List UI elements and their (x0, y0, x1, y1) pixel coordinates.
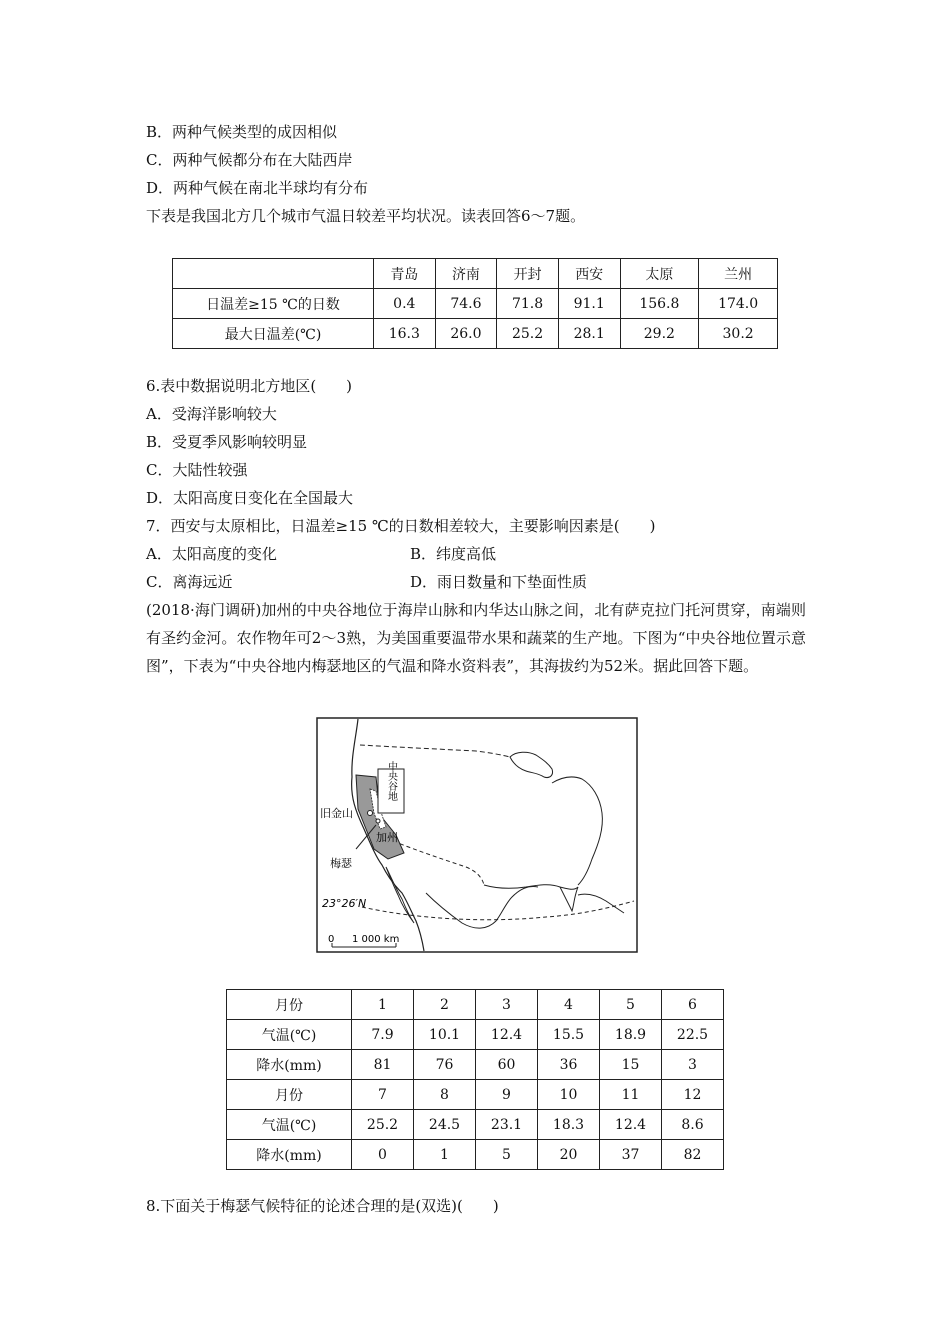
table-cell: 16.3 (374, 319, 436, 349)
table-cell: 气温(℃) (227, 1020, 352, 1050)
q7-option-b: B．纬度高低 (410, 545, 497, 563)
table-cell: 174.0 (699, 289, 778, 319)
table-cell: 3 (476, 990, 538, 1020)
tropic-label: 23°26′N (322, 897, 367, 910)
table-cell: 12 (662, 1080, 724, 1110)
table1-intro: 下表是我国北方几个城市气温日较差平均状况。读表回答6～7题。 (146, 207, 586, 225)
table-cell: 日温差≥15 ℃的日数 (173, 289, 374, 319)
san-francisco-label: 旧金山 (320, 807, 353, 820)
table-row (227, 990, 724, 1020)
central-valley-map (316, 717, 638, 953)
table-cell: 3 (662, 1050, 724, 1080)
table-cell: 0.4 (374, 289, 436, 319)
table-cell: 30.2 (699, 319, 778, 349)
table-cell: 18.9 (600, 1020, 662, 1050)
table-cell: 74.6 (435, 289, 497, 319)
table-row (227, 1080, 724, 1110)
table-cell: 29.2 (620, 319, 699, 349)
table-cell: 2 (414, 990, 476, 1020)
san-francisco-marker (368, 811, 373, 816)
table-cell (173, 259, 374, 289)
table-cell: 76 (414, 1050, 476, 1080)
table-cell: 7 (352, 1080, 414, 1110)
table-cell: 9 (476, 1080, 538, 1110)
q7-option-c: C．离海远近 (146, 573, 233, 591)
table-cell: 12.4 (600, 1110, 662, 1140)
valley-label: 中央谷地 (385, 761, 397, 801)
table-cell: 156.8 (620, 289, 699, 319)
table-cell: 降水(mm) (227, 1050, 352, 1080)
q6-option-b: B．受夏季风影响较明显 (146, 433, 308, 451)
option-c: C．两种气候都分布在大陆西岸 (146, 151, 353, 169)
table-cell: 60 (476, 1050, 538, 1080)
q7-option-d: D．雨日数量和下垫面性质 (410, 573, 588, 591)
table-cell: 降水(mm) (227, 1140, 352, 1170)
q6-option-c: C．大陆性较强 (146, 461, 248, 479)
california-label: 加州 (376, 831, 398, 844)
scale-label: 1 000 km (352, 934, 400, 945)
table-cell: 81 (352, 1050, 414, 1080)
table-row (227, 1020, 724, 1050)
table-cell: 18.3 (538, 1110, 600, 1140)
table-cell: 22.5 (662, 1020, 724, 1050)
q7-option-a: A．太阳高度的变化 (146, 545, 277, 563)
table-cell: 15.5 (538, 1020, 600, 1050)
table-cell: 兰州 (699, 259, 778, 289)
table-row (227, 1110, 724, 1140)
table-row (227, 1050, 724, 1080)
table-cell: 7.9 (352, 1020, 414, 1050)
table-cell: 10 (538, 1080, 600, 1110)
q8-stem: 8.下面关于梅瑟气候特征的论述合理的是(双选)( ) (146, 1197, 499, 1215)
table-cell: 0 (352, 1140, 414, 1170)
table-cell: 6 (662, 990, 724, 1020)
passage: (2018·海门调研)加州的中央谷地位于海岸山脉和内华达山脉之间，北有萨克拉门托河贯穿，南端则有圣约金河。农作物年可2～3熟，为美国重要温带水果和蔬菜的生产地。下图为“中央谷地位置示意图”，下表为“中央谷地内梅瑟地区的气温和降水资料表”，其海拔约为52米。据此回答下题。 (146, 601, 806, 675)
q6-option-d: D．太阳高度日变化在全国最大 (146, 489, 354, 507)
merced-marker (376, 819, 380, 823)
table-cell: 1 (414, 1140, 476, 1170)
table-cell: 最大日温差(℃) (173, 319, 374, 349)
q6-option-a: A．受海洋影响较大 (146, 405, 277, 423)
table-cell: 太原 (620, 259, 699, 289)
table-cell: 月份 (227, 990, 352, 1020)
table-row (173, 289, 778, 319)
city-temperature-table (172, 258, 778, 349)
option-b: B．两种气候类型的成因相似 (146, 123, 338, 141)
table-row (227, 1140, 724, 1170)
merced-label: 梅瑟 (330, 857, 352, 870)
table-cell: 5 (476, 1140, 538, 1170)
table-cell: 1 (352, 990, 414, 1020)
merced-climate-table (226, 989, 724, 1170)
table-cell: 82 (662, 1140, 724, 1170)
table-cell: 37 (600, 1140, 662, 1170)
table-cell: 4 (538, 990, 600, 1020)
table-cell: 开封 (497, 259, 559, 289)
table-cell: 28.1 (558, 319, 620, 349)
table-row (173, 319, 778, 349)
table-cell: 71.8 (497, 289, 559, 319)
table-cell: 91.1 (558, 289, 620, 319)
table-cell: 12.4 (476, 1020, 538, 1050)
table-row (173, 259, 778, 289)
table-cell: 月份 (227, 1080, 352, 1110)
table-cell: 23.1 (476, 1110, 538, 1140)
table-cell: 24.5 (414, 1110, 476, 1140)
table-cell: 10.1 (414, 1020, 476, 1050)
table-cell: 济南 (435, 259, 497, 289)
table-cell: 5 (600, 990, 662, 1020)
table-cell: 11 (600, 1080, 662, 1110)
scale-zero: 0 (328, 934, 335, 945)
option-d: D．两种气候在南北半球均有分布 (146, 179, 369, 197)
table-cell: 西安 (558, 259, 620, 289)
table-cell: 8 (414, 1080, 476, 1110)
table-cell: 20 (538, 1140, 600, 1170)
table-cell: 气温(℃) (227, 1110, 352, 1140)
table-cell: 8.6 (662, 1110, 724, 1140)
table-cell: 青岛 (374, 259, 436, 289)
q7-stem: 7．西安与太原相比，日温差≥15 ℃的日数相差较大，主要影响因素是( ) (146, 517, 656, 535)
table-cell: 15 (600, 1050, 662, 1080)
table-cell: 25.2 (497, 319, 559, 349)
q6-stem: 6.表中数据说明北方地区( ) (146, 377, 353, 395)
table-cell: 36 (538, 1050, 600, 1080)
table-cell: 25.2 (352, 1110, 414, 1140)
table-cell: 26.0 (435, 319, 497, 349)
map-frame (317, 718, 637, 952)
